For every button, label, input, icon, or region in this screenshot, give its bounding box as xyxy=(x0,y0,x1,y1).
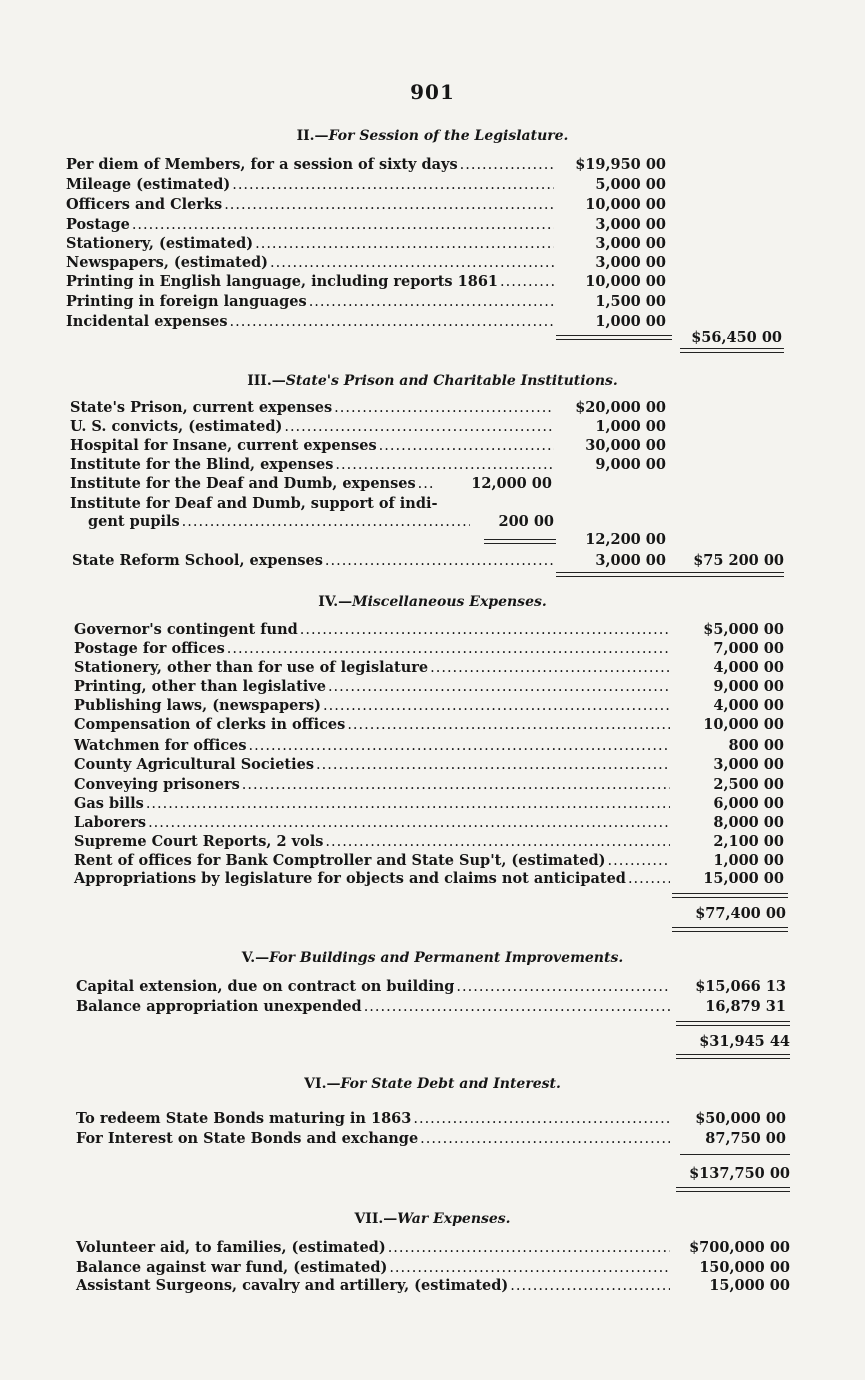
item-amount: 6,000 00 xyxy=(713,795,784,812)
item-amount: $700,000 00 xyxy=(689,1239,790,1256)
leader-dots xyxy=(388,1238,670,1258)
item-label: Laborers xyxy=(74,814,147,831)
line-item xyxy=(74,869,672,889)
leader-dots xyxy=(249,736,670,756)
item-amount: 2,500 00 xyxy=(713,776,784,793)
item-label: U. S. convicts, (estimated) xyxy=(70,418,283,435)
section-total: $77,400 00 xyxy=(695,905,786,922)
section-total: $75 200 00 xyxy=(693,552,784,569)
item-amount: 30,000 00 xyxy=(585,437,666,454)
section-title: For State Debt and Interest. xyxy=(340,1076,561,1092)
item-amount: 10,000 00 xyxy=(703,716,784,733)
section-heading-buildings xyxy=(0,950,865,966)
section-numeral: V.— xyxy=(241,950,270,966)
item-label: Gas bills xyxy=(74,795,144,812)
item-label: Balance against war fund, (estimated) xyxy=(76,1259,388,1276)
line-item xyxy=(74,813,672,833)
leader-dots xyxy=(364,997,670,1017)
item-label: To redeem State Bonds maturing in 1863 xyxy=(76,1110,412,1127)
item-label: Officers and Clerks xyxy=(66,196,223,213)
line-item xyxy=(66,272,556,292)
line-item xyxy=(76,1258,672,1278)
item-amount: 12,000 00 xyxy=(471,475,552,492)
item-amount: $19,950 00 xyxy=(575,156,666,173)
sum-rule xyxy=(556,335,672,340)
item-label: Newspapers, (estimated) xyxy=(66,254,269,271)
item-label: Postage for offices xyxy=(74,640,225,657)
item-label: Mileage (estimated) xyxy=(66,176,231,193)
item-amount: 10,000 00 xyxy=(585,273,666,290)
leader-dots xyxy=(430,658,670,678)
leader-dots xyxy=(418,474,433,494)
item-amount: 9,000 00 xyxy=(595,456,666,473)
line-item xyxy=(72,551,556,571)
item-amount: 1,000 00 xyxy=(595,418,666,435)
line-item xyxy=(66,234,556,254)
line-item-continued xyxy=(88,512,472,532)
item-label: gent pupils xyxy=(88,513,180,530)
item-label: Supreme Court Reports, 2 vols xyxy=(74,833,324,850)
item-label: Volunteer aid, to families, (estimated) xyxy=(76,1239,386,1256)
item-label: Assistant Surgeons, cavalry and artillery, (estimated) xyxy=(76,1277,509,1294)
item-amount: 9,000 00 xyxy=(713,678,784,695)
item-amount: 3,000 00 xyxy=(595,216,666,233)
line-item xyxy=(76,977,672,997)
item-amount: 1,000 00 xyxy=(595,313,666,330)
section-heading-misc xyxy=(0,594,865,610)
leader-dots xyxy=(325,551,554,571)
line-item xyxy=(74,755,672,775)
section-numeral: II.— xyxy=(296,128,329,144)
section-title: For Buildings and Permanent Improvements. xyxy=(269,950,624,966)
section-title: For Session of the Legislature. xyxy=(328,128,569,144)
leader-dots xyxy=(500,272,554,292)
line-item xyxy=(66,312,556,332)
leader-dots xyxy=(270,253,554,273)
item-label: Capital extension, due on contract on building xyxy=(76,978,455,995)
line-item xyxy=(74,658,672,678)
line-item xyxy=(76,1129,672,1149)
item-label: Postage xyxy=(66,216,130,233)
item-amount: 200 00 xyxy=(498,513,554,530)
item-label: Institute for Deaf and Dumb, support of indi- xyxy=(70,495,438,512)
line-item xyxy=(74,696,672,716)
line-item xyxy=(66,155,556,175)
leader-dots xyxy=(334,398,554,418)
item-amount: 4,000 00 xyxy=(713,659,784,676)
section-numeral: IV.— xyxy=(318,594,353,610)
item-label: Institute for the Deaf and Dumb, expenses xyxy=(70,475,416,492)
leader-dots xyxy=(347,715,670,735)
item-label: Stationery, (estimated) xyxy=(66,235,254,252)
line-item xyxy=(74,775,672,795)
leader-dots xyxy=(460,155,554,175)
leader-dots xyxy=(413,1109,670,1129)
item-label: Per diem of Members, for a session of sixty days xyxy=(66,156,458,173)
sum-rule xyxy=(672,893,788,898)
item-amount: 16,879 31 xyxy=(705,998,786,1015)
total-rule xyxy=(672,927,788,932)
item-label: County Agricultural Societies xyxy=(74,756,315,773)
sum-rule xyxy=(680,1154,790,1155)
total-rule xyxy=(680,348,784,353)
line-item xyxy=(66,195,556,215)
total-rule xyxy=(556,572,784,577)
item-amount: 8,000 00 xyxy=(713,814,784,831)
item-amount: 7,000 00 xyxy=(713,640,784,657)
leader-dots xyxy=(335,455,554,475)
section-numeral: III.— xyxy=(247,373,286,389)
line-item xyxy=(74,620,672,640)
leader-dots xyxy=(182,512,470,532)
section-numeral: VII.— xyxy=(354,1211,398,1227)
section-heading-prison xyxy=(0,373,865,389)
section-title: State's Prison and Charitable Institutions. xyxy=(285,373,618,389)
leader-dots xyxy=(420,1129,670,1149)
line-item xyxy=(76,997,672,1017)
item-amount: 2,100 00 xyxy=(713,833,784,850)
leader-dots xyxy=(232,175,554,195)
item-label: Hospital for Insane, current expenses xyxy=(70,437,377,454)
leader-dots xyxy=(242,775,670,795)
item-label: Printing in foreign languages xyxy=(66,293,307,310)
item-amount: 15,000 00 xyxy=(709,1277,790,1294)
line-item xyxy=(66,292,556,312)
line-item xyxy=(70,417,556,437)
leader-dots xyxy=(227,639,670,659)
section-heading-debt xyxy=(0,1076,865,1092)
item-label: Institute for the Blind, expenses xyxy=(70,456,334,473)
item-amount: 1,500 00 xyxy=(595,293,666,310)
line-item xyxy=(74,851,672,871)
section-total: $56,450 00 xyxy=(691,329,782,346)
line-item xyxy=(74,794,672,814)
line-item xyxy=(74,832,672,852)
item-amount: 3,000 00 xyxy=(713,756,784,773)
item-amount: 87,750 00 xyxy=(705,1130,786,1147)
item-label: Printing, other than legislative xyxy=(74,678,326,695)
item-label: State's Prison, current expenses xyxy=(70,399,333,416)
section-heading-war xyxy=(0,1211,865,1227)
line-item xyxy=(70,494,490,514)
item-label: Publishing laws, (newspapers) xyxy=(74,697,322,714)
sum-rule xyxy=(484,539,556,544)
line-item xyxy=(70,436,556,456)
total-rule xyxy=(676,1054,790,1059)
line-item xyxy=(74,677,672,697)
item-amount: 4,000 00 xyxy=(713,697,784,714)
item-amount: $20,000 00 xyxy=(575,399,666,416)
item-amount: 800 00 xyxy=(728,737,784,754)
line-item xyxy=(70,398,556,418)
leader-dots xyxy=(300,620,670,640)
item-label: For Interest on State Bonds and exchange xyxy=(76,1130,419,1147)
item-label: Incidental expenses xyxy=(66,313,228,330)
item-amount: $50,000 00 xyxy=(695,1110,786,1127)
item-label: Printing in English language, including reports 1861 xyxy=(66,273,498,290)
item-amount: 3,000 00 xyxy=(595,235,666,252)
item-amount: 3,000 00 xyxy=(595,552,666,569)
line-item xyxy=(70,455,556,475)
section-total: $31,945 44 xyxy=(699,1033,790,1050)
item-label: Appropriations by legislature for objects and claims not anticipated xyxy=(74,870,626,887)
leader-dots xyxy=(389,1258,670,1278)
item-label: Balance appropriation unexpended xyxy=(76,998,362,1015)
item-amount: 150,000 00 xyxy=(699,1259,790,1276)
page-number: 901 xyxy=(410,80,455,104)
item-amount: $5,000 00 xyxy=(703,621,784,638)
sum-rule xyxy=(676,1021,790,1026)
item-label: Watchmen for offices xyxy=(74,737,247,754)
item-amount: 1,000 00 xyxy=(713,852,784,869)
item-subtotal: 12,200 00 xyxy=(585,531,666,548)
leader-dots xyxy=(284,417,554,437)
total-rule xyxy=(676,1187,790,1192)
item-label: Compensation of clerks in offices xyxy=(74,716,346,733)
item-label: State Reform School, expenses xyxy=(72,552,323,569)
leader-dots xyxy=(148,813,670,833)
line-item xyxy=(76,1276,672,1296)
item-label: Rent of offices for Bank Comptroller and State Sup't, (estimated) xyxy=(74,852,606,869)
line-item xyxy=(76,1238,672,1258)
leader-dots xyxy=(323,696,670,716)
line-item xyxy=(74,715,672,735)
item-amount: 5,000 00 xyxy=(595,176,666,193)
item-label: Stationery, other than for use of legislature xyxy=(74,659,429,676)
line-item xyxy=(74,736,672,756)
line-item xyxy=(66,215,556,235)
leader-dots xyxy=(328,677,670,697)
line-item xyxy=(66,175,556,195)
item-amount: 15,000 00 xyxy=(703,870,784,887)
line-item xyxy=(70,474,435,494)
leader-dots xyxy=(379,436,554,456)
leader-dots xyxy=(608,851,670,871)
leader-dots xyxy=(230,312,554,332)
leader-dots xyxy=(325,832,670,852)
line-item xyxy=(66,253,556,273)
item-amount: 10,000 00 xyxy=(585,196,666,213)
section-title: Miscellaneous Expenses. xyxy=(352,594,547,610)
leader-dots xyxy=(510,1276,670,1296)
leader-dots xyxy=(224,195,554,215)
section-heading-legislature xyxy=(0,128,865,144)
leader-dots xyxy=(255,234,554,254)
leader-dots xyxy=(316,755,670,775)
item-label: Conveying prisoners xyxy=(74,776,240,793)
line-item xyxy=(74,639,672,659)
item-label: Governor's contingent fund xyxy=(74,621,298,638)
item-amount: 3,000 00 xyxy=(595,254,666,271)
leader-dots xyxy=(309,292,554,312)
leader-dots xyxy=(628,869,670,889)
leader-dots xyxy=(456,977,670,997)
section-title: War Expenses. xyxy=(397,1211,511,1227)
leader-dots xyxy=(132,215,554,235)
section-total: $137,750 00 xyxy=(689,1165,790,1182)
item-amount: $15,066 13 xyxy=(695,978,786,995)
line-item xyxy=(76,1109,672,1129)
leader-dots xyxy=(146,794,670,814)
section-numeral: VI.— xyxy=(304,1076,341,1092)
